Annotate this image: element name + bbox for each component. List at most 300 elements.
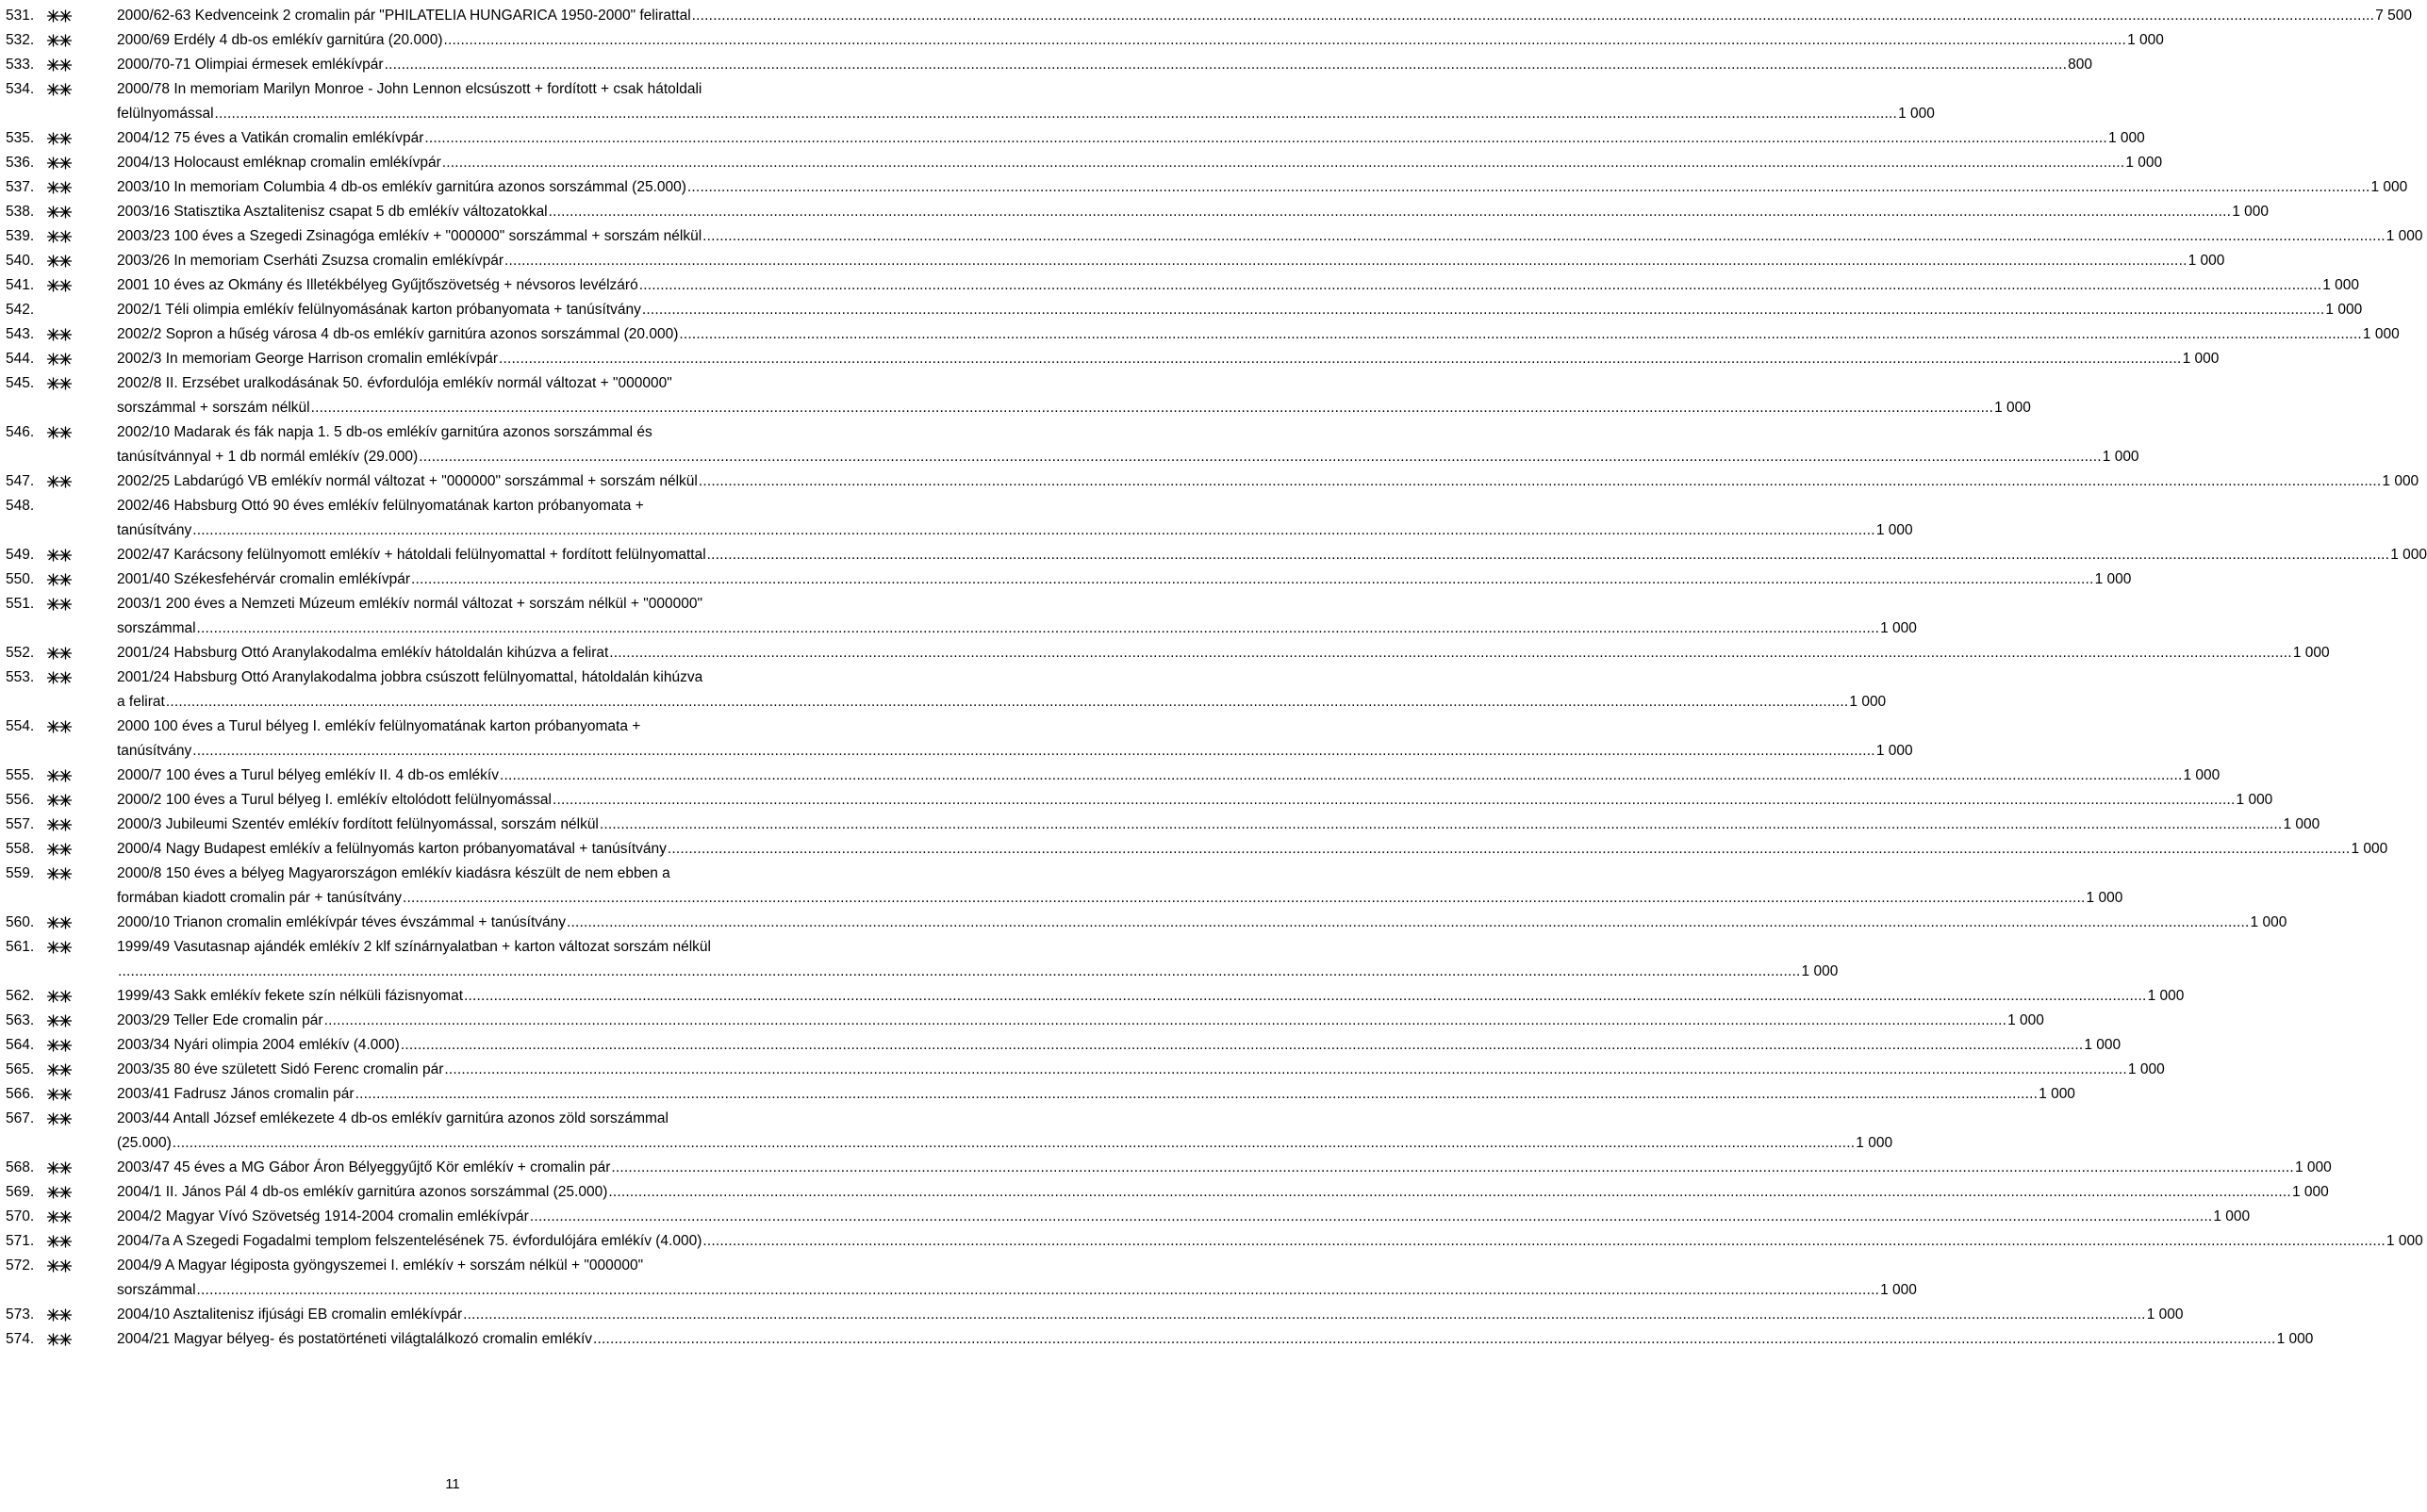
double-asterisk-icon: [47, 916, 72, 929]
catalog-entry: [6, 273, 2360, 298]
double-asterisk-icon: [47, 1088, 72, 1101]
entry-number: 559.: [6, 865, 35, 881]
entry-number: 533.: [6, 57, 35, 73]
dot-leader: [679, 322, 2362, 347]
entry-price: 1 000: [2102, 449, 2139, 465]
entry-description: 2003/23 100 éves a Szegedi Zsinagóga emlékív + "000000" sorszámmal + sorszám nélkül: [117, 228, 702, 244]
entry-description: 2003/16 Statisztika Asztalitenisz csapat 5 db emlékív változatokkal: [117, 204, 548, 220]
entry-body: [117, 567, 2132, 592]
entry-price: 1 000: [2086, 890, 2123, 906]
entry-price: 1 000: [1875, 743, 1913, 759]
entry-price: 1 000: [2283, 816, 2320, 832]
entry-number: 550.: [6, 571, 35, 587]
entry-number: 567.: [6, 1110, 35, 1126]
catalog-entry: [6, 175, 2408, 200]
dot-leader: [699, 469, 2382, 494]
catalog-entry: [6, 1058, 2165, 1082]
entry-price: 1 000: [2294, 1159, 2332, 1175]
entry-description-line1: 2000/8 150 éves a bélyeg Magyarországon emlékív kiadásra készült de nem ebben a: [117, 865, 670, 881]
entry-description: 2001/24 Habsburg Ottó Aranylakodalma emlékív hátoldalán kihúzva a felirat: [117, 645, 609, 661]
catalog-entry: [6, 126, 2145, 151]
double-asterisk-icon: [47, 353, 72, 366]
entry-body: [117, 273, 2360, 298]
entry-price: 1 000: [2182, 351, 2220, 367]
entry-price: 1 000: [2390, 547, 2427, 563]
entry-description: (25.000): [117, 1135, 172, 1151]
catalog-entry: [6, 249, 2225, 273]
entry-description: a felirat: [117, 694, 165, 710]
entry-number: 540.: [6, 253, 35, 269]
entry-body: [117, 666, 1887, 715]
entry-number: 564.: [6, 1037, 35, 1053]
catalog-entry: [6, 935, 1839, 984]
catalog-entry: [6, 1254, 1917, 1303]
entry-number: 546.: [6, 424, 35, 440]
entry-body: [117, 1082, 2075, 1107]
double-asterisk-icon: [47, 426, 72, 439]
entry-body: [117, 715, 1913, 764]
entry-body: [117, 1254, 1917, 1303]
double-asterisk-icon: [47, 794, 72, 807]
entry-price: 1 000: [2386, 1233, 2423, 1249]
catalog-entry: [6, 347, 2220, 371]
catalog-entry: [6, 28, 2164, 53]
double-asterisk-icon: [47, 9, 72, 23]
entry-description: 2002/2 Sopron a hűség városa 4 db-os emlékív garnitúra azonos sorszámmal (20.000): [117, 326, 679, 342]
double-asterisk-icon: [47, 230, 72, 243]
entry-body: [117, 1229, 2423, 1254]
dot-leader: [355, 1082, 2039, 1107]
entry-description: 2004/10 Asztalitenisz ifjúsági EB cromalin emlékívpár: [117, 1307, 463, 1323]
entry-number: 542.: [6, 302, 35, 318]
dot-leader: [567, 911, 2250, 935]
double-asterisk-icon: [47, 1186, 72, 1199]
double-asterisk-icon: [47, 598, 72, 611]
entry-price: 1 000: [2322, 277, 2360, 293]
catalog-entry: [6, 469, 2419, 494]
double-asterisk-icon: [47, 156, 72, 170]
entry-price: 7 500: [2375, 8, 2412, 24]
entry-description: formában kiadott cromalin pár + tanúsítvány: [117, 890, 402, 906]
double-asterisk-icon: [47, 573, 72, 586]
entry-number: 548.: [6, 498, 35, 514]
entry-body: [117, 298, 2363, 322]
double-asterisk-icon: [47, 818, 72, 831]
catalog-entry: [6, 53, 2092, 77]
catalog-entry: [6, 984, 2185, 1009]
entry-description-line1: 2000 100 éves a Turul bélyeg I. emlékív felülnyomatának karton próbanyomata +: [117, 718, 641, 734]
dot-leader: [444, 1058, 2127, 1082]
entry-number: 532.: [6, 32, 35, 48]
double-asterisk-icon: [47, 647, 72, 660]
entry-number: 555.: [6, 767, 35, 783]
entry-description: 2002/3 In memoriam George Harrison cromalin emlékívpár: [117, 351, 499, 367]
entry-price: 1 000: [1849, 694, 1887, 710]
entry-number: 537.: [6, 179, 35, 195]
entry-number: 543.: [6, 326, 35, 342]
double-asterisk-icon: [47, 1039, 72, 1052]
entry-description: 2002/25 Labdarúgó VB emlékív normál változat + "000000" sorszámmal + sorszám nélkül: [117, 473, 698, 489]
catalog-entry: [6, 371, 2031, 420]
dot-leader: [702, 1229, 2386, 1254]
double-asterisk-icon: [47, 867, 72, 880]
entry-number: 557.: [6, 816, 35, 832]
entry-body: [117, 813, 2320, 837]
entry-description: 2003/10 In memoriam Columbia 4 db-os emlékív garnitúra azonos sorszámmal (25.000): [117, 179, 686, 195]
entry-description: 2000/70-71 Olimpiai érmesek emlékívpár: [117, 57, 384, 73]
entry-body: [117, 935, 1839, 984]
entry-description-line1: 2004/9 A Magyar légiposta gyöngyszemei I. emlékív + sorszám nélkül + "000000": [117, 1257, 644, 1274]
entry-number: 535.: [6, 130, 35, 146]
entry-price: 1 000: [2127, 1061, 2165, 1077]
entry-description: 2004/12 75 éves a Vatikán cromalin emlékívpár: [117, 130, 424, 146]
entry-price: 1 000: [2351, 841, 2388, 857]
entry-number: 544.: [6, 351, 35, 367]
catalog-entry: [6, 911, 2287, 935]
entry-number: 569.: [6, 1184, 35, 1200]
dot-leader: [403, 886, 2086, 911]
double-asterisk-icon: [47, 83, 72, 96]
entry-description: 1999/43 Sakk emlékív fekete szín nélküli fázisnyomat: [117, 988, 464, 1004]
entry-body: [117, 837, 2388, 862]
double-asterisk-icon: [47, 843, 72, 856]
double-asterisk-icon: [47, 328, 72, 341]
entry-number: 572.: [6, 1257, 35, 1274]
entry-body: [117, 469, 2419, 494]
entry-description-line1: 2003/1 200 éves a Nemzeti Múzeum emlékív normál változat + sorszám nélkül + "000000": [117, 596, 702, 612]
double-asterisk-icon: [47, 279, 72, 292]
double-asterisk-icon: [47, 475, 72, 488]
catalog-entry: [6, 4, 2412, 28]
catalog-entry: [6, 641, 2330, 666]
entry-number: 531.: [6, 8, 35, 24]
catalog-entry: [6, 862, 2123, 911]
double-asterisk-icon: [47, 941, 72, 954]
double-asterisk-icon: [47, 58, 72, 72]
entry-body: [117, 1009, 2044, 1033]
entry-description: tanúsítvánnyal + 1 db normál emlékív (29.000): [117, 449, 419, 465]
entry-number: 536.: [6, 155, 35, 171]
entry-description: 2000/69 Erdély 4 db-os emlékív garnitúra (20.000): [117, 32, 443, 48]
entry-price: 1 000: [2382, 473, 2419, 489]
entry-description: 2004/1 II. János Pál 4 db-os emlékív garnitúra azonos sorszámmal (25.000): [117, 1184, 608, 1200]
double-asterisk-icon: [47, 1161, 72, 1175]
entry-description-line1: 2003/44 Antall József emlékezete 4 db-os emlékív garnitúra azonos zöld sorszámmal: [117, 1110, 669, 1126]
entry-body: [117, 28, 2164, 53]
entry-description: 2003/26 In memoriam Cserháti Zsuzsa cromalin emlékívpár: [117, 253, 504, 269]
dot-leader: [668, 837, 2351, 862]
dot-leader: [611, 1156, 2294, 1180]
catalog-entry: [6, 837, 2388, 862]
entry-number: 571.: [6, 1233, 35, 1249]
catalog-entry: [6, 1303, 2184, 1327]
entry-body: [117, 1327, 2314, 1352]
entry-price: 1 000: [2362, 326, 2400, 342]
entry-description: felülnyomással: [117, 106, 214, 122]
entry-body: [117, 862, 2123, 911]
double-asterisk-icon: [47, 377, 72, 390]
entry-price: 1 000: [1880, 620, 1917, 636]
entry-body: [117, 4, 2412, 28]
entry-price: 1 000: [2039, 1086, 2075, 1102]
entry-price: 1 000: [2183, 767, 2221, 783]
entry-body: [117, 175, 2408, 200]
dot-leader: [411, 567, 2094, 592]
dot-leader: [600, 813, 2283, 837]
double-asterisk-icon: [47, 1235, 72, 1248]
entry-description: sorszámmal + sorszám nélkül: [117, 400, 310, 416]
entry-price: 1 000: [2291, 1184, 2329, 1200]
entry-body: [117, 764, 2221, 788]
double-asterisk-icon: [47, 34, 72, 47]
dot-leader: [687, 175, 2370, 200]
entry-body: [117, 322, 2400, 347]
entry-description-line1: 2002/8 II. Erzsébet uralkodásának 50. évfordulója emlékív normál változat + "000000": [117, 375, 672, 391]
entry-number: 549.: [6, 547, 35, 563]
entry-body: [117, 984, 2185, 1009]
double-asterisk-icon: [47, 671, 72, 684]
entry-number: 563.: [6, 1012, 35, 1028]
dot-leader: [553, 788, 2236, 813]
entry-description: tanúsítvány: [117, 743, 192, 759]
entry-description: sorszámmal: [117, 620, 196, 636]
entry-number: 570.: [6, 1208, 35, 1224]
entry-number: 573.: [6, 1307, 35, 1323]
dot-leader: [639, 273, 2322, 298]
dot-leader: [215, 102, 1898, 126]
entry-description: 2004/21 Magyar bélyeg- és postatörténeti világtalálkozó cromalin emlékív: [117, 1331, 593, 1347]
entry-price: 1 000: [2236, 792, 2273, 808]
entry-body: [117, 1180, 2329, 1205]
entry-body: [117, 494, 1913, 543]
entry-number: 552.: [6, 645, 35, 661]
dot-leader: [197, 1278, 1880, 1303]
catalog-entry: [6, 764, 2221, 788]
double-asterisk-icon: [47, 720, 72, 733]
entry-price: 1 000: [2125, 155, 2163, 171]
entry-description: 2002/47 Karácsony felülnyomott emlékív + hátoldali felülnyomattal + fordított felülnyomattal: [117, 547, 706, 563]
entry-body: [117, 543, 2427, 567]
double-asterisk-icon: [47, 1333, 72, 1346]
entry-description: 2003/35 80 éve született Sidó Ferenc cromalin pár: [117, 1061, 444, 1077]
entry-price: 1 000: [1898, 106, 1935, 122]
dot-leader: [692, 4, 2375, 28]
catalog-entry: [6, 1082, 2075, 1107]
dot-leader: [324, 1009, 2007, 1033]
catalog-entry: [6, 543, 2427, 567]
catalog-entry: [6, 666, 1887, 715]
catalog-entry: [6, 592, 1917, 641]
entry-number: 560.: [6, 914, 35, 930]
entry-number: 561.: [6, 939, 35, 955]
catalog-entry: [6, 1107, 1893, 1156]
catalog-entry: [6, 1033, 2122, 1058]
entry-number: 574.: [6, 1331, 35, 1347]
entry-price: 1 000: [1801, 963, 1839, 979]
entry-body: [117, 1033, 2122, 1058]
entry-number: 547.: [6, 473, 35, 489]
dot-leader: [608, 1180, 2291, 1205]
entry-description: 2002/1 Téli olimpia emlékív felülnyomásának karton próbanyomata + tanúsítvány: [117, 302, 641, 318]
entry-body: [117, 224, 2423, 249]
entry-description-line1: 2002/46 Habsburg Ottó 90 éves emlékív felülnyomatának karton próbanyomata +: [117, 498, 644, 514]
entry-price: 800: [2068, 57, 2092, 73]
entry-body: [117, 1303, 2184, 1327]
entry-number: 556.: [6, 792, 35, 808]
catalog-entry: [6, 813, 2320, 837]
catalog-entry: [6, 1327, 2314, 1352]
entry-price: 1 000: [2127, 32, 2164, 48]
dot-leader: [707, 543, 2390, 567]
entry-description: 2000/62-63 Kedvenceink 2 cromalin pár "PHILATELIA HUNGARICA 1950-2000" felirattal: [117, 8, 691, 24]
double-asterisk-icon: [47, 549, 72, 562]
entry-number: 539.: [6, 228, 35, 244]
entry-price: 1 000: [2007, 1012, 2044, 1028]
entry-body: [117, 1058, 2165, 1082]
entry-body: [117, 371, 2031, 420]
catalog-entry: [6, 788, 2273, 813]
dot-leader: [192, 739, 1875, 764]
double-asterisk-icon: [47, 1014, 72, 1027]
catalog-entry: [6, 151, 2163, 175]
entry-body: [117, 1107, 1893, 1156]
entry-price: 1 000: [2325, 302, 2363, 318]
catalog-entry: [6, 200, 2269, 224]
entry-number: 545.: [6, 375, 35, 391]
catalog-entry: [6, 1180, 2329, 1205]
entry-number: 562.: [6, 988, 35, 1004]
entry-description: 2003/34 Nyári olimpia 2004 emlékív (4.000): [117, 1037, 400, 1053]
dot-leader: [118, 960, 1801, 984]
entry-number: 541.: [6, 277, 35, 293]
entry-description: 2000/10 Trianon cromalin emlékívpár téves évszámmal + tanúsítvány: [117, 914, 566, 930]
entry-description-line1: 2002/10 Madarak és fák napja 1. 5 db-os emlékív garnitúra azonos sorszámmal és: [117, 424, 652, 440]
entry-price: 1 000: [2370, 179, 2408, 195]
entry-price: 1 000: [2084, 1037, 2122, 1053]
entry-description: 2001/40 Székesfehérvár cromalin emlékívpár: [117, 571, 411, 587]
entry-body: [117, 1205, 2251, 1229]
entry-body: [117, 249, 2225, 273]
entry-body: [117, 53, 2092, 77]
dot-leader: [549, 200, 2232, 224]
double-asterisk-icon: [47, 1308, 72, 1322]
dot-leader: [504, 249, 2188, 273]
dot-leader: [444, 28, 2127, 53]
catalog-entry: [6, 77, 1935, 126]
entry-price: 1 000: [2188, 253, 2225, 269]
dot-leader: [500, 764, 2183, 788]
dot-leader: [385, 53, 2068, 77]
dot-leader: [424, 126, 2107, 151]
entry-number: 538.: [6, 204, 35, 220]
dot-leader: [702, 224, 2386, 249]
entry-description-line1: 2001/24 Habsburg Ottó Aranylakodalma jobbra csúszott felülnyomattal, hátoldalán kihúzva: [117, 669, 703, 685]
entry-body: [117, 151, 2163, 175]
dot-leader: [642, 298, 2325, 322]
entry-description: 2004/2 Magyar Vívó Szövetség 1914-2004 cromalin emlékívpár: [117, 1208, 529, 1224]
entry-body: [117, 77, 1935, 126]
entry-description: 2003/47 45 éves a MG Gábor Áron Bélyeggyűjtő Kör emlékív + cromalin pár: [117, 1159, 611, 1175]
dot-leader: [401, 1033, 2084, 1058]
entry-description-line1: 1999/49 Vasutasnap ajándék emlékív 2 klf színárnyalatban + karton változat sorszám nélkül: [117, 939, 711, 955]
entry-price: 1 000: [2276, 1331, 2314, 1347]
catalog-entry: [6, 298, 2363, 322]
entry-price: 1 000: [2250, 914, 2287, 930]
dot-leader: [197, 616, 1880, 641]
entry-description: 2004/7a A Szegedi Fogadalmi templom felszentelésének 75. évfordulójára emlékív (4.000): [117, 1233, 702, 1249]
entry-description: 2003/41 Fadrusz János cromalin pár: [117, 1086, 355, 1102]
entry-body: [117, 911, 2287, 935]
double-asterisk-icon: [47, 181, 72, 194]
entry-body: [117, 420, 2139, 469]
entry-number: 553.: [6, 669, 35, 685]
entry-number: 558.: [6, 841, 35, 857]
entry-number: 534.: [6, 81, 35, 97]
dot-leader: [192, 518, 1875, 543]
entry-price: 1 000: [2232, 204, 2269, 220]
dot-leader: [442, 151, 2125, 175]
double-asterisk-icon: [47, 769, 72, 782]
entry-body: [117, 788, 2273, 813]
dot-leader: [166, 690, 1849, 715]
entry-number: 565.: [6, 1061, 35, 1077]
catalog-entry: [6, 567, 2132, 592]
entry-description: 2003/29 Teller Ede cromalin pár: [117, 1012, 323, 1028]
entry-price: 1 000: [1856, 1135, 1893, 1151]
double-asterisk-icon: [47, 1259, 72, 1273]
catalog-entry: [6, 1229, 2423, 1254]
entry-body: [117, 126, 2145, 151]
dot-leader: [419, 445, 2102, 469]
dot-leader: [464, 984, 2147, 1009]
catalog-entry: [6, 494, 1913, 543]
entry-number: 566.: [6, 1086, 35, 1102]
catalog-entry: [6, 1205, 2251, 1229]
catalog-entry: [6, 322, 2400, 347]
catalog-entry: [6, 715, 1913, 764]
page-number: 11: [445, 1476, 460, 1492]
entry-price: 1 000: [2386, 228, 2423, 244]
catalog-entry: [6, 420, 2139, 469]
double-asterisk-icon: [47, 205, 72, 219]
catalog-entry: [6, 1009, 2044, 1033]
entry-description: 2000/4 Nagy Budapest emlékív a felülnyomás karton próbanyomatával + tanúsítvány: [117, 841, 667, 857]
entry-body: [117, 592, 1917, 641]
dot-leader: [499, 347, 2182, 371]
entry-number: 568.: [6, 1159, 35, 1175]
entry-description: 2000/2 100 éves a Turul bélyeg I. emlékív eltolódott felülnyomással: [117, 792, 552, 808]
entry-description: 2000/3 Jubileumi Szentév emlékív fordított felülnyomással, sorszám nélkül: [117, 816, 599, 832]
dot-leader: [173, 1131, 1856, 1156]
entry-description: sorszámmal: [117, 1282, 196, 1298]
catalog-list: [6, 4, 2427, 1352]
entry-description: 2001 10 éves az Okmány és Illetékbélyeg Gyűjtőszövetség + névsoros levélzáró: [117, 277, 638, 293]
entry-price: 1 000: [2146, 1307, 2184, 1323]
entry-price: 1 000: [2107, 130, 2145, 146]
entry-price: 1 000: [2147, 988, 2185, 1004]
entry-body: [117, 1156, 2332, 1180]
double-asterisk-icon: [47, 990, 72, 1003]
entry-price: 1 000: [2292, 645, 2330, 661]
dot-leader: [609, 641, 2292, 666]
catalog-entry: [6, 1156, 2332, 1180]
entry-number: 554.: [6, 718, 35, 734]
entry-body: [117, 641, 2330, 666]
entry-number: 551.: [6, 596, 35, 612]
entry-price: 1 000: [1875, 522, 1913, 538]
entry-description-line1: 2000/78 In memoriam Marilyn Monroe - John Lennon elcsúszott + fordított + csak hátoldali: [117, 81, 702, 97]
dot-leader: [530, 1205, 2213, 1229]
